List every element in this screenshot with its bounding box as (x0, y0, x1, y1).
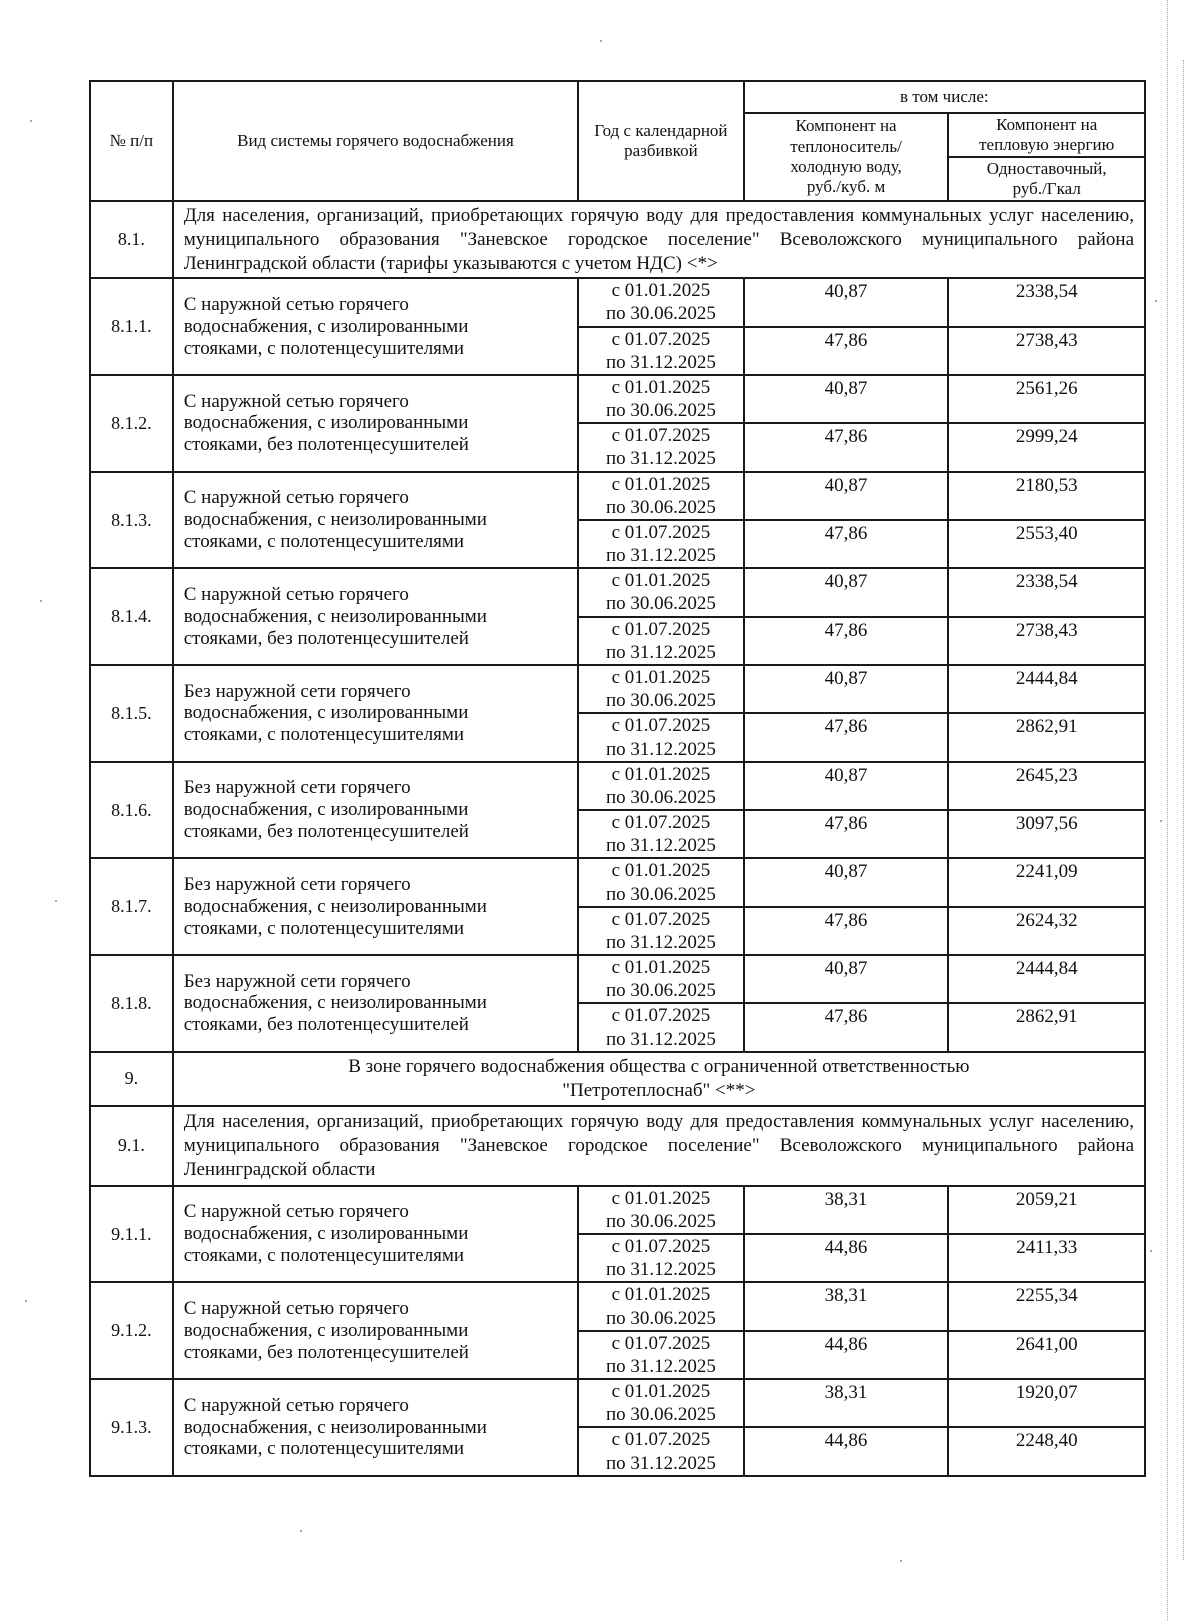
row-description-line: С наружной сетью горячего (183, 1298, 409, 1320)
row-description (173, 762, 578, 859)
heat-component-value: 2255,34 (948, 1282, 1145, 1330)
period-from: с 01.01.2025 (611, 763, 711, 785)
heat-component-value: 2553,40 (948, 520, 1145, 568)
period-cell (578, 810, 743, 858)
period-to: по 30.06.2025 (605, 786, 716, 808)
row-description (173, 1282, 578, 1379)
period-from: с 01.01.2025 (611, 957, 711, 979)
rows-9-1 (90, 1186, 1145, 1476)
table-row (90, 278, 1145, 326)
table-row (90, 472, 1145, 520)
tariff-table (89, 80, 1146, 1477)
period-from: с 01.01.2025 (611, 667, 711, 688)
row-description-line: водоснабжения, с неизолированными (183, 1416, 487, 1438)
rows-8-1 (90, 278, 1145, 1052)
water-component-value: 47,86 (744, 1003, 949, 1051)
period-from: с 01.07.2025 (611, 328, 711, 350)
header-comp-heat-c: Одноставочный, (986, 158, 1107, 178)
row-description-line: стояками, с полотенцесушителями (183, 1438, 465, 1460)
row-num: 8.1.3. (90, 472, 173, 569)
water-component-value: 47,86 (744, 810, 949, 858)
scan-speck (900, 1560, 902, 1562)
water-component-value: 47,86 (744, 617, 949, 665)
row-description (173, 472, 578, 569)
zone-num: 9. (90, 1052, 173, 1106)
period-to: по 31.12.2025 (605, 351, 716, 373)
row-description (173, 568, 578, 665)
table-row (90, 762, 1145, 810)
row-num: 8.1.8. (90, 955, 173, 1052)
period-to: по 31.12.2025 (605, 835, 716, 857)
water-component-value: 44,86 (744, 1427, 949, 1475)
header-num: № п/п (90, 81, 173, 201)
heat-component-value: 3097,56 (948, 810, 1145, 858)
header-comp-heat-a: Компонент на (996, 114, 1098, 134)
period-to: по 30.06.2025 (605, 496, 716, 518)
row-description-line: С наружной сетью горячего (183, 390, 409, 412)
header-comp-water-b: холодную воду, (790, 157, 902, 176)
heat-component-value: 2248,40 (948, 1427, 1145, 1475)
heat-component-value: 2444,84 (948, 955, 1145, 1003)
period-to: по 30.06.2025 (605, 980, 716, 1002)
water-component-value: 40,87 (744, 858, 949, 906)
period-cell (578, 423, 743, 471)
water-component-value: 40,87 (744, 278, 949, 326)
row-description-line: стояками, без полотенцесушителей (183, 627, 469, 649)
period-to: по 30.06.2025 (605, 303, 716, 325)
heat-component-value: 2738,43 (948, 327, 1145, 375)
water-component-value: 47,86 (744, 423, 949, 471)
row-description-line: водоснабжения, с изолированными (183, 315, 469, 337)
period-from: с 01.01.2025 (611, 1187, 711, 1209)
period-from: с 01.07.2025 (611, 1005, 711, 1027)
period-from: с 01.07.2025 (611, 1236, 711, 1258)
period-cell (578, 955, 743, 1003)
period-cell (578, 278, 743, 326)
period-to: по 30.06.2025 (605, 1307, 716, 1329)
period-from: с 01.01.2025 (611, 376, 711, 398)
heat-component-value: 2444,84 (948, 665, 1145, 713)
header-year (578, 81, 743, 201)
heat-component-value: 2338,54 (948, 278, 1145, 326)
header-comp-heat-d: руб./Гкал (1012, 179, 1081, 198)
row-description-line: водоснабжения, с изолированными (183, 1223, 469, 1245)
zone-text-a: В зоне горячего водоснабжения общества с ограниченной ответственностью (348, 1056, 970, 1077)
water-component-value: 40,87 (744, 472, 949, 520)
water-component-value: 47,86 (744, 713, 949, 761)
heat-component-value: 2411,33 (948, 1234, 1145, 1282)
scan-edge-line (1167, 0, 1168, 1621)
header-year-label: Год с календарной разбивкой (594, 121, 728, 160)
period-from: с 01.07.2025 (611, 521, 711, 543)
table-row (90, 1379, 1145, 1427)
water-component-value: 47,86 (744, 327, 949, 375)
heat-component-value: 2561,26 (948, 375, 1145, 423)
table-row (90, 955, 1145, 1003)
period-from: с 01.01.2025 (611, 473, 711, 495)
section-row (90, 201, 1145, 278)
row-description-line: стояками, без полотенцесушителей (183, 820, 469, 842)
heat-component-value: 2862,91 (948, 1003, 1145, 1051)
row-description-line: водоснабжения, с неизолированными (183, 895, 487, 917)
row-description-line: стояками, без полотенцесушителей (183, 434, 469, 456)
period-cell (578, 520, 743, 568)
table-row (90, 1186, 1145, 1234)
period-to: по 31.12.2025 (605, 931, 716, 953)
row-description-line: Без наружной сети горячего (183, 873, 411, 895)
row-description-line: водоснабжения, с неизолированными (183, 992, 487, 1014)
header-comp-water-c: руб./куб. м (806, 177, 886, 197)
period-cell (578, 907, 743, 955)
scan-speck (25, 1300, 27, 1302)
period-cell (578, 1003, 743, 1051)
period-from: с 01.07.2025 (611, 618, 711, 640)
row-description-line: С наружной сетью горячего (183, 1201, 409, 1223)
row-description-line: С наружной сетью горячего (183, 487, 409, 509)
zone-row (90, 1052, 1145, 1106)
scan-speck (30, 120, 32, 122)
period-cell (578, 1331, 743, 1379)
heat-component-value: 2862,91 (948, 713, 1145, 761)
water-component-value: 38,31 (744, 1186, 949, 1234)
heat-component-value: 2180,53 (948, 472, 1145, 520)
zone-text-b: "Петротеплоснаб" <**> (562, 1079, 756, 1101)
header-comp-heat (948, 113, 1145, 157)
period-from: с 01.07.2025 (611, 715, 711, 737)
period-cell (578, 327, 743, 375)
scan-edge-line (1183, 60, 1184, 1560)
period-cell (578, 1282, 743, 1330)
period-cell (578, 762, 743, 810)
heat-component-value: 2738,43 (948, 617, 1145, 665)
row-description-line: водоснабжения, с изолированными (183, 1319, 469, 1341)
row-num: 9.1.3. (90, 1379, 173, 1476)
heat-component-value: 2624,32 (948, 907, 1145, 955)
header-type (173, 81, 578, 201)
period-to: по 30.06.2025 (605, 1404, 716, 1426)
period-to: по 31.12.2025 (605, 641, 716, 663)
row-description (173, 278, 578, 375)
row-num: 8.1.6. (90, 762, 173, 859)
row-description-line: С наружной сетью горячего (183, 583, 409, 605)
section-num: 9.1. (90, 1106, 173, 1186)
row-num: 9.1.2. (90, 1282, 173, 1379)
scan-speck (1155, 300, 1157, 302)
heat-component-value: 2338,54 (948, 568, 1145, 616)
row-num: 8.1.7. (90, 858, 173, 955)
period-from: с 01.07.2025 (611, 1332, 711, 1354)
water-component-value: 40,87 (744, 762, 949, 810)
water-component-value: 40,87 (744, 375, 949, 423)
zone-text (173, 1052, 1145, 1106)
row-num: 8.1.4. (90, 568, 173, 665)
period-cell (578, 472, 743, 520)
period-cell (578, 1427, 743, 1475)
period-cell (578, 713, 743, 761)
row-description-line: Без наружной сети горячего (183, 970, 411, 992)
row-description-line: стояками, с полотенцесушителями (183, 724, 465, 746)
header-type-label: Вид системы горячего водоснабжения (237, 131, 514, 151)
period-to: по 30.06.2025 (605, 883, 716, 905)
period-to: по 31.12.2025 (605, 738, 716, 760)
period-from: с 01.07.2025 (611, 425, 711, 447)
period-to: по 30.06.2025 (605, 690, 716, 712)
table-row (90, 858, 1145, 906)
row-description-line: водоснабжения, с изолированными (183, 702, 469, 724)
header-including: в том числе: (744, 81, 1145, 113)
heat-component-value: 2641,00 (948, 1331, 1145, 1379)
period-cell (578, 1234, 743, 1282)
water-component-value: 44,86 (744, 1331, 949, 1379)
row-description (173, 955, 578, 1052)
period-from: с 01.07.2025 (611, 812, 711, 834)
section-num: 8.1. (90, 201, 173, 278)
water-component-value: 40,87 (744, 665, 949, 713)
period-to: по 30.06.2025 (605, 1210, 716, 1232)
row-description (173, 858, 578, 955)
water-component-value: 44,86 (744, 1234, 949, 1282)
period-cell (578, 1379, 743, 1427)
row-description-line: водоснабжения, с неизолированными (183, 509, 487, 531)
row-description (173, 1186, 578, 1283)
header-comp-heat-rate (948, 157, 1145, 201)
row-description-line: стояками, с полотенцесушителями (183, 530, 465, 552)
period-from: с 01.01.2025 (611, 1284, 711, 1306)
water-component-value: 38,31 (744, 1379, 949, 1427)
scan-speck (600, 40, 602, 42)
scan-speck (1160, 820, 1162, 822)
period-from: с 01.07.2025 (611, 908, 711, 930)
period-from: с 01.01.2025 (611, 280, 711, 302)
row-description-line: С наружной сетью горячего (183, 1394, 409, 1416)
heat-component-value: 2059,21 (948, 1186, 1145, 1234)
row-description-line: Без наружной сети горячего (183, 680, 411, 702)
row-description-line: Без наружной сети горячего (183, 777, 411, 799)
period-cell (578, 375, 743, 423)
row-description-line: стояками, без полотенцесушителей (183, 1014, 469, 1036)
period-to: по 31.12.2025 (605, 1028, 716, 1050)
row-description (173, 1379, 578, 1476)
period-to: по 30.06.2025 (605, 593, 716, 615)
heat-component-value: 2241,09 (948, 858, 1145, 906)
row-description-line: С наружной сетью горячего (183, 293, 409, 315)
period-to: по 31.12.2025 (605, 1259, 716, 1281)
scan-speck (1150, 1250, 1152, 1252)
water-component-value: 40,87 (744, 955, 949, 1003)
header-comp-water-a: Компонент на теплоноситель/ (790, 116, 902, 156)
row-num: 8.1.1. (90, 278, 173, 375)
period-cell (578, 568, 743, 616)
row-num: 9.1.1. (90, 1186, 173, 1283)
row-description-line: стояками, без полотенцесушителей (183, 1341, 469, 1363)
row-description-line: стояками, с полотенцесушителями (183, 337, 465, 359)
scan-speck (55, 900, 57, 902)
table-row (90, 375, 1145, 423)
period-from: с 01.01.2025 (611, 1381, 711, 1403)
header-comp-water (744, 113, 949, 201)
table-row (90, 1282, 1145, 1330)
section-text: Для населения, организаций, приобретающих горячую воду для предоставления коммунальных услуг населению, муниципального образования "Заневское городское поселение" Всеволожского муниципального района Ленинградской области (173, 1106, 1145, 1186)
section-row (90, 1106, 1145, 1186)
section-text: Для населения, организаций, приобретающих горячую воду для предоставления коммунальных услуг населению, муниципального образования "Заневское городское поселение" Всеволожского муниципального района Ленинградской области (тарифы указываются с учетом НДС) <*> (173, 201, 1145, 278)
row-num: 8.1.5. (90, 665, 173, 762)
row-description-line: стояками, с полотенцесушителями (183, 1245, 465, 1267)
period-from: с 01.01.2025 (611, 570, 711, 592)
header-comp-heat-b: тепловую энергию (979, 135, 1115, 154)
row-num: 8.1.2. (90, 375, 173, 472)
period-to: по 31.12.2025 (605, 448, 716, 470)
table-row (90, 665, 1145, 713)
period-cell (578, 617, 743, 665)
period-cell (578, 858, 743, 906)
row-description (173, 665, 578, 762)
period-to: по 30.06.2025 (605, 400, 716, 422)
water-component-value: 47,86 (744, 520, 949, 568)
row-description (173, 375, 578, 472)
table-row (90, 568, 1145, 616)
water-component-value: 38,31 (744, 1282, 949, 1330)
row-description-line: водоснабжения, с изолированными (183, 412, 469, 434)
water-component-value: 40,87 (744, 568, 949, 616)
header-row-1 (90, 81, 1145, 113)
period-from: с 01.07.2025 (611, 1429, 711, 1451)
period-from: с 01.01.2025 (611, 860, 711, 882)
heat-component-value: 2999,24 (948, 423, 1145, 471)
scan-speck (300, 1530, 302, 1532)
scan-speck (40, 600, 42, 602)
period-to: по 31.12.2025 (605, 1355, 716, 1377)
row-description-line: стояками, с полотенцесушителями (183, 917, 465, 939)
period-to: по 31.12.2025 (605, 545, 716, 567)
period-cell (578, 1186, 743, 1234)
row-description-line: водоснабжения, с неизолированными (183, 605, 487, 627)
water-component-value: 47,86 (744, 907, 949, 955)
row-description-line: водоснабжения, с изолированными (183, 799, 469, 821)
period-to: по 31.12.2025 (605, 1452, 716, 1474)
period-cell (578, 665, 743, 713)
heat-component-value: 2645,23 (948, 762, 1145, 810)
heat-component-value: 1920,07 (948, 1379, 1145, 1427)
